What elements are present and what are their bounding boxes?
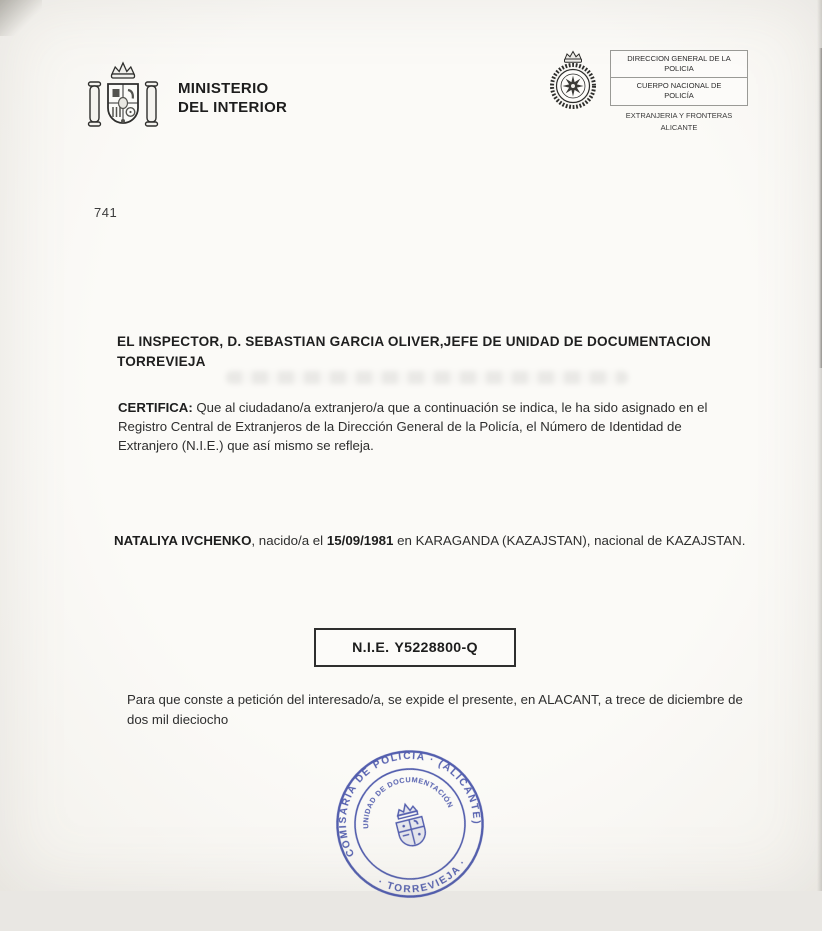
org-line: CUERPO NACIONAL DE: [636, 81, 722, 91]
scan-artifact-edge: [817, 0, 822, 891]
person-name: NATALIYA IVCHENKO: [114, 533, 252, 548]
police-stamp: [303, 717, 516, 930]
stamp-outer-top-text: COMISARIA DE POLICIA · (ALICANTE): [337, 750, 482, 859]
stamp-outer-bottom-text: · TORREVIEJA ·: [376, 856, 470, 896]
ministry-line1: MINISTERIO: [178, 79, 269, 97]
police-badge-icon: [549, 50, 597, 112]
inspector-heading: EL INSPECTOR, D. SEBASTIAN GARCIA OLIVER,JEFE DE UNIDAD DE DOCUMENTACION TORREVIEJA: [117, 334, 711, 369]
police-header: [549, 50, 748, 134]
nie-label: N.I.E.: [352, 639, 390, 656]
ministry-line2: DEL INTERIOR: [178, 99, 288, 116]
birth-date: 15/09/1981: [326, 533, 394, 548]
nie-value: Y5228800-Q: [394, 639, 478, 656]
certifica-paragraph: [118, 398, 738, 455]
nie-box: [314, 628, 516, 667]
born-label: , nacido/a el: [251, 533, 327, 548]
stamp-inner-text: UNIDAD DE DOCUMENTACIÓN: [361, 775, 456, 829]
scan-artifact-corner: [0, 0, 42, 36]
police-org-sub: [610, 110, 748, 134]
police-org-cell-2: [610, 78, 748, 105]
nationality: KAZAJSTAN.: [665, 533, 746, 548]
nationality-label: , nacional de: [586, 533, 666, 548]
police-org-box: [610, 50, 748, 134]
svg-text:· TORREVIEJA ·: [374, 855, 474, 905]
certifica-label: CERTIFICA:: [118, 400, 193, 415]
org-line: POLICÍA: [664, 91, 694, 101]
person-paragraph: [114, 531, 764, 551]
org-line: EXTRANJERIA Y FRONTERAS: [625, 110, 733, 120]
stamp-crest: [392, 801, 428, 848]
closing-paragraph: Para que conste a petición del interesado/a, se expide el presente, en ALACANT, a trece de diciembre de dos mil dieciocho: [127, 692, 743, 727]
ministry-name: [178, 79, 287, 118]
org-line: DIRECCION GENERAL DE LA: [627, 54, 731, 63]
spain-coat-of-arms-icon: [86, 60, 160, 136]
document-number: 741: [94, 205, 118, 220]
police-org-cell-1: [610, 50, 748, 78]
certifica-text: Que al ciudadano/a extranjero/a que a continuación se indica, le ha sido asignado en el Registro Central de Extranjeros de la Dirección General de la Policía, el Número de Identidad de Extranjero (N.I.E.) que así mismo se refleja.: [118, 400, 708, 454]
org-line: ALICANTE: [660, 122, 698, 132]
in-label: en: [393, 533, 416, 548]
birth-place: KARAGANDA (KAZAJSTAN): [415, 533, 587, 548]
org-line: POLICIA: [664, 64, 694, 74]
scan-artifact-smudge: [226, 371, 628, 384]
ministry-header: [86, 60, 287, 136]
